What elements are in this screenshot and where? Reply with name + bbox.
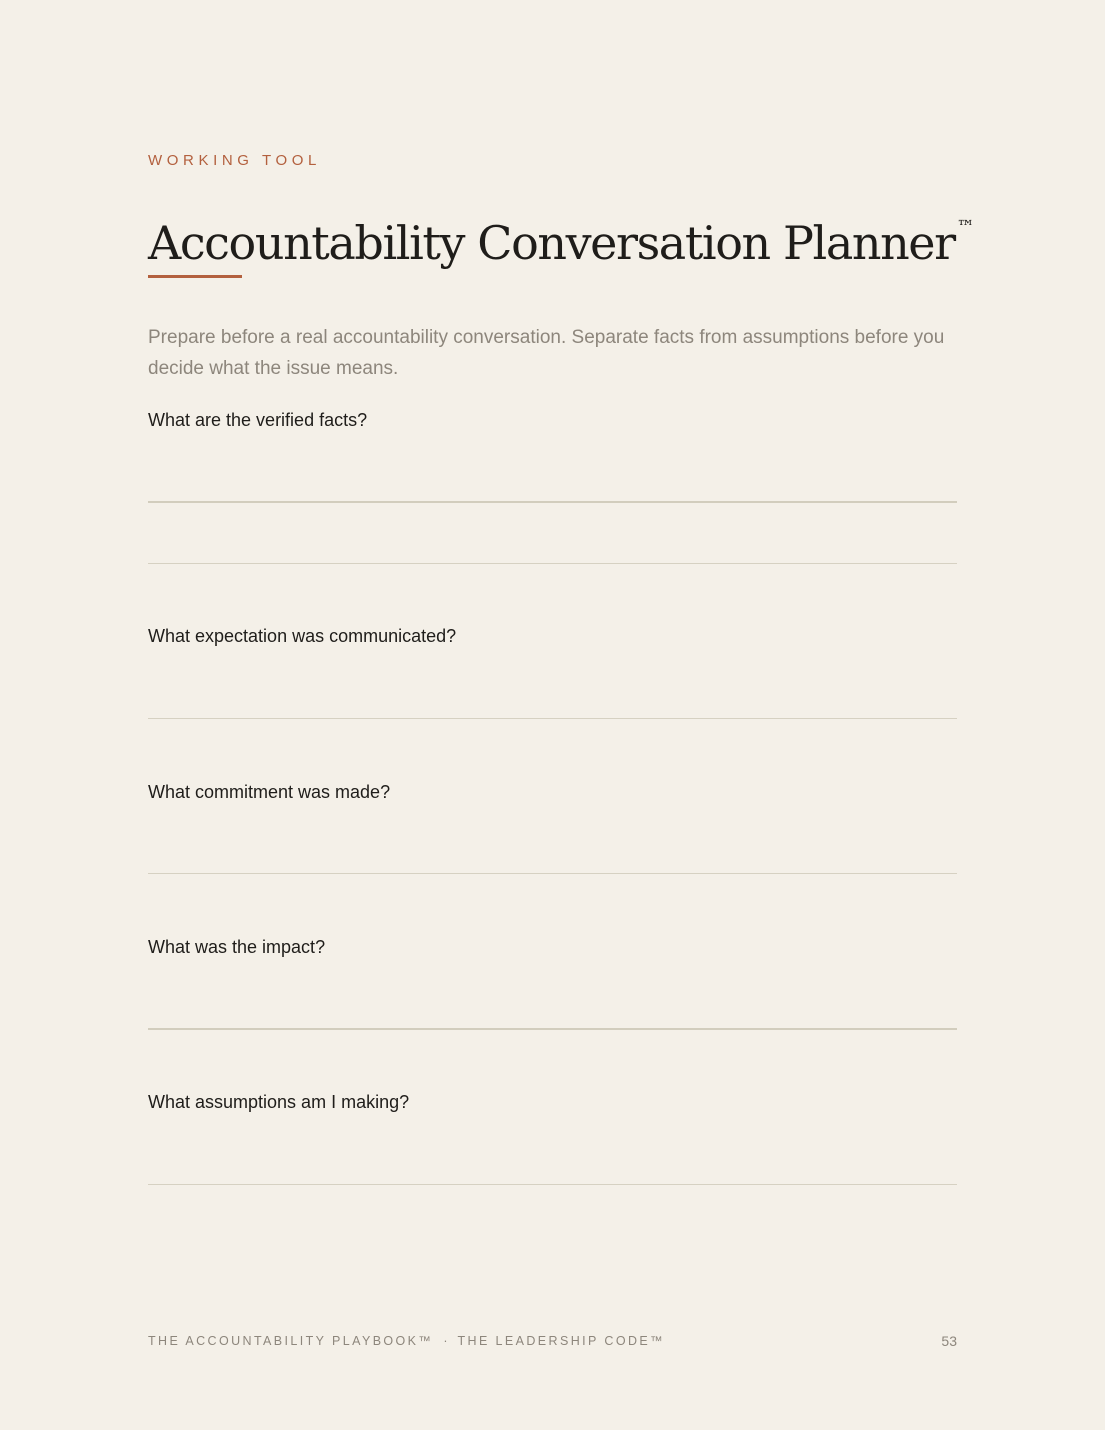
- trademark-mark: ™: [956, 217, 975, 238]
- answer-line-expectation[interactable]: [148, 718, 957, 719]
- footer-separator: ·: [443, 1334, 448, 1348]
- running-footer: [148, 1334, 665, 1348]
- section-eyebrow: WORKING TOOL: [148, 152, 321, 169]
- intro-paragraph: Prepare before a real accountability conversation. Separate facts from assumptions before you decide what the issue means.: [148, 327, 945, 379]
- page-title: [148, 196, 975, 275]
- page-number: 53: [941, 1333, 957, 1349]
- question-label-verified-facts: What are the verified facts?: [148, 410, 368, 430]
- question-label-commitment: What commitment was made?: [148, 782, 391, 802]
- footer-series-title: THE LEADERSHIP CODE™: [457, 1334, 666, 1348]
- answer-line-impact[interactable]: [148, 1028, 957, 1030]
- question-label-impact: What was the impact?: [148, 937, 326, 957]
- worksheet-page: [148, 0, 975, 1430]
- answer-line-verified-facts-1[interactable]: [148, 501, 957, 503]
- question-label-assumptions: What assumptions am I making?: [148, 1092, 410, 1112]
- answer-line-assumptions[interactable]: [148, 1184, 957, 1185]
- title-accent-rule: [148, 275, 242, 278]
- question-label-expectation: What expectation was communicated?: [148, 626, 457, 646]
- page-title-text: Accountability Conversation Planner: [148, 216, 955, 270]
- answer-line-verified-facts-2[interactable]: [148, 563, 957, 564]
- answer-line-commitment[interactable]: [148, 873, 957, 874]
- footer-book-title: THE ACCOUNTABILITY PLAYBOOK™: [148, 1334, 434, 1348]
